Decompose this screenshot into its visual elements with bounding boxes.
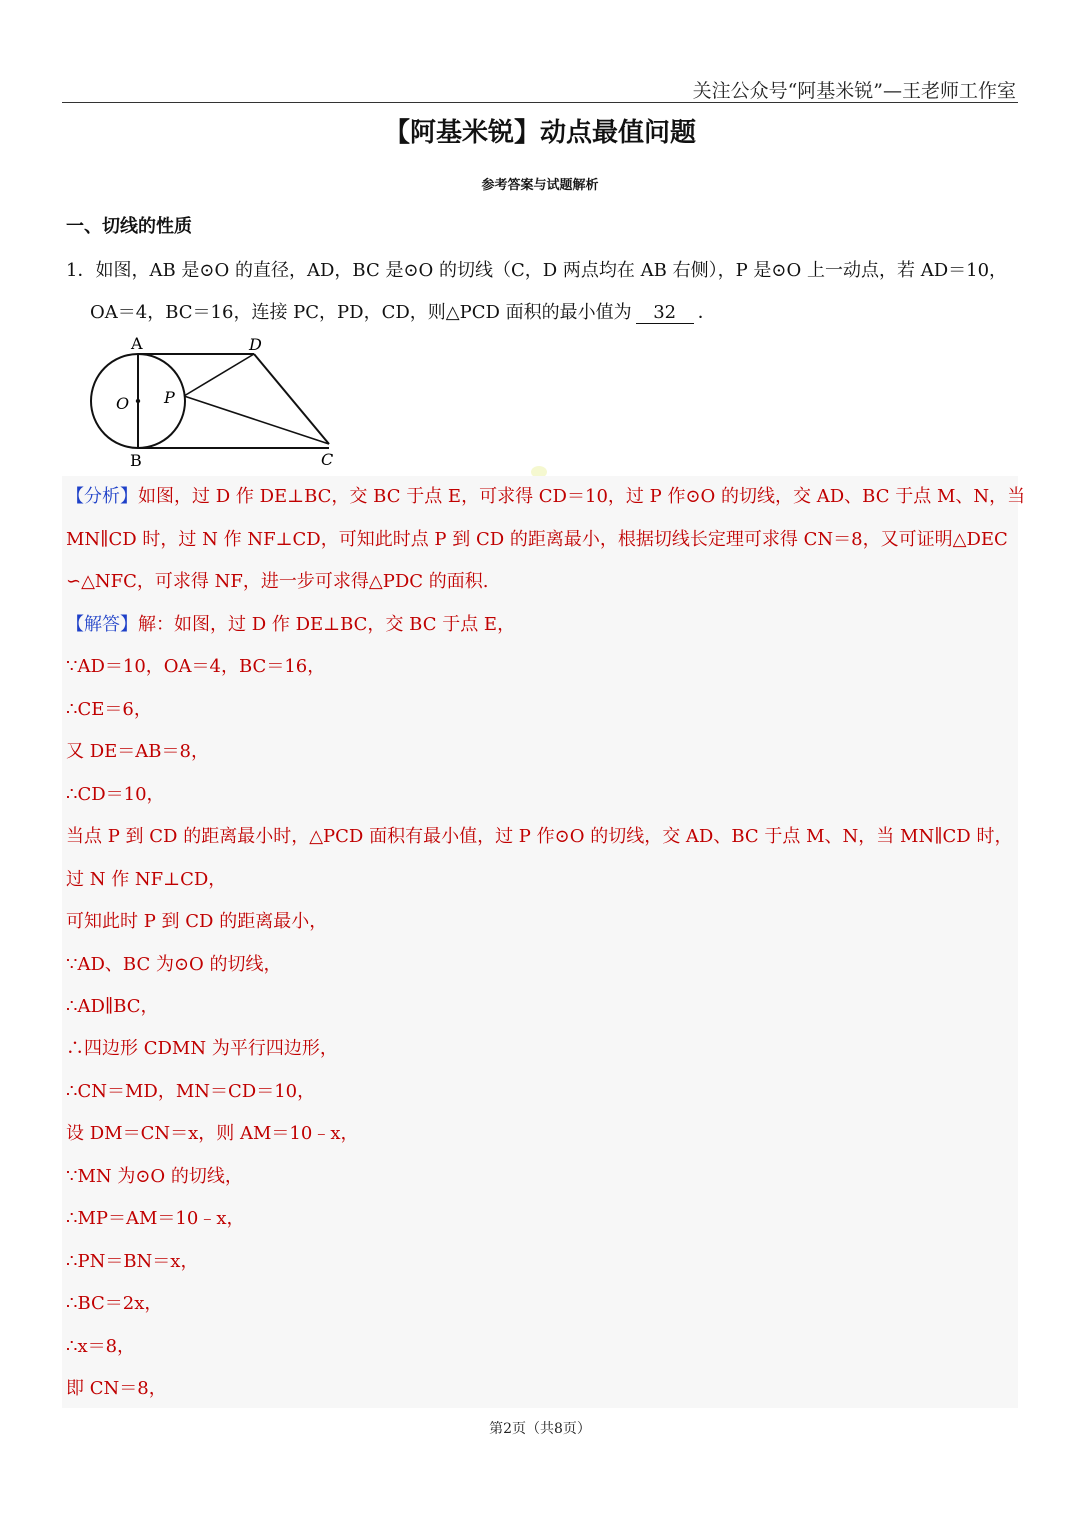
solution-first-text: 解：如图，过 D 作 DE⊥BC，交 BC 于点 E，: [138, 614, 516, 635]
solution-step: ∵MN 为⊙O 的切线，: [66, 1166, 243, 1187]
solution-step: ∴x＝8，: [66, 1336, 136, 1357]
document-subtitle: 参考答案与试题解析: [481, 178, 599, 193]
analysis-text-1: 如图，过 D 作 DE⊥BC，交 BC 于点 E，可求得 CD＝10，过 P 作⊙O 的切线，交 AD、BC 于点 M、N，当: [138, 486, 1026, 507]
solution-step: 设 DM＝CN＝x，则 AM＝10﹣x，: [66, 1123, 359, 1144]
analysis-line-2: MN∥CD 时，过 N 作 NF⊥CD，可知此时点 P 到 CD 的距离最小，根据切线长定理可求得 CN＝8，又可证明△DEC: [66, 529, 1008, 550]
solution-step: ∴CE＝6，: [66, 699, 152, 720]
question-line-1: 1．如图，AB 是⊙O 的直径，AD，BC 是⊙O 的切线（C，D 两点均在 AB 右侧），P 是⊙O 上一动点，若 AD＝10，: [66, 260, 1008, 281]
label-d: D: [249, 335, 262, 354]
geometry-figure: [84, 334, 344, 474]
center-point: [136, 399, 140, 403]
solution-step: ∵AD＝10，OA＝4，BC＝16，: [66, 656, 326, 677]
question-text: OA＝4，BC＝16，连接 PC，PD，CD，则△PCD 面积的最小值为: [90, 302, 632, 323]
solution-step: ∵AD、BC 为⊙O 的切线，: [66, 954, 282, 975]
solution-step: ∴BC＝2x，: [66, 1293, 163, 1314]
question-end: ．: [697, 302, 716, 323]
label-p: P: [164, 388, 175, 407]
label-a: A: [131, 334, 143, 353]
solution-step: 当点 P 到 CD 的距离最小时，△PCD 面积有最小值，过 P 作⊙O 的切线，交 AD、BC 于点 M、N，当 MN∥CD 时，: [66, 826, 1013, 847]
solution-block: [62, 476, 1026, 1408]
label-o: O: [116, 394, 130, 413]
solution-step: 即 CN＝8，: [66, 1378, 167, 1399]
segment-dc: [254, 354, 329, 444]
solution-step: 过 N 作 NF⊥CD，: [66, 869, 227, 890]
label-b: B: [130, 451, 142, 470]
analysis-line-3: ∽△NFC，可求得 NF，进一步可求得△PDC 的面积.: [66, 571, 489, 592]
solution-tag: 【解答】: [66, 614, 138, 635]
header-rule: [62, 102, 1018, 103]
document-title: 【阿基米锐】动点最值问题: [383, 118, 696, 148]
page-header-text: 关注公众号“阿基米锐”—王老师工作室: [692, 80, 1016, 102]
answer-blank: 32: [636, 302, 694, 324]
page-footer: 第2页（共8页）: [489, 1421, 591, 1437]
analysis-line-1: [66, 482, 1025, 508]
label-c: C: [321, 450, 334, 469]
solution-line-0: [66, 610, 515, 636]
solution-step: ∴CD＝10，: [66, 784, 165, 805]
solution-step: 可知此时 P 到 CD 的距离最小，: [66, 911, 328, 932]
analysis-tag: 【分析】: [66, 486, 138, 507]
solution-step: 又 DE＝AB＝8，: [66, 741, 209, 762]
segment-pd: [184, 354, 254, 396]
question-line-2: [90, 298, 716, 324]
solution-step: ∴CN＝MD，MN＝CD＝10，: [66, 1081, 316, 1102]
solution-step: ∴MP＝AM＝10﹣x，: [66, 1208, 245, 1229]
solution-step: ∴四边形 CDMN 为平行四边形，: [66, 1038, 338, 1059]
segment-pc: [184, 396, 329, 444]
section-heading: 一、切线的性质: [66, 216, 192, 237]
solution-step: ∴AD∥BC，: [66, 996, 159, 1017]
solution-step: ∴PN＝BN＝x，: [66, 1251, 199, 1272]
